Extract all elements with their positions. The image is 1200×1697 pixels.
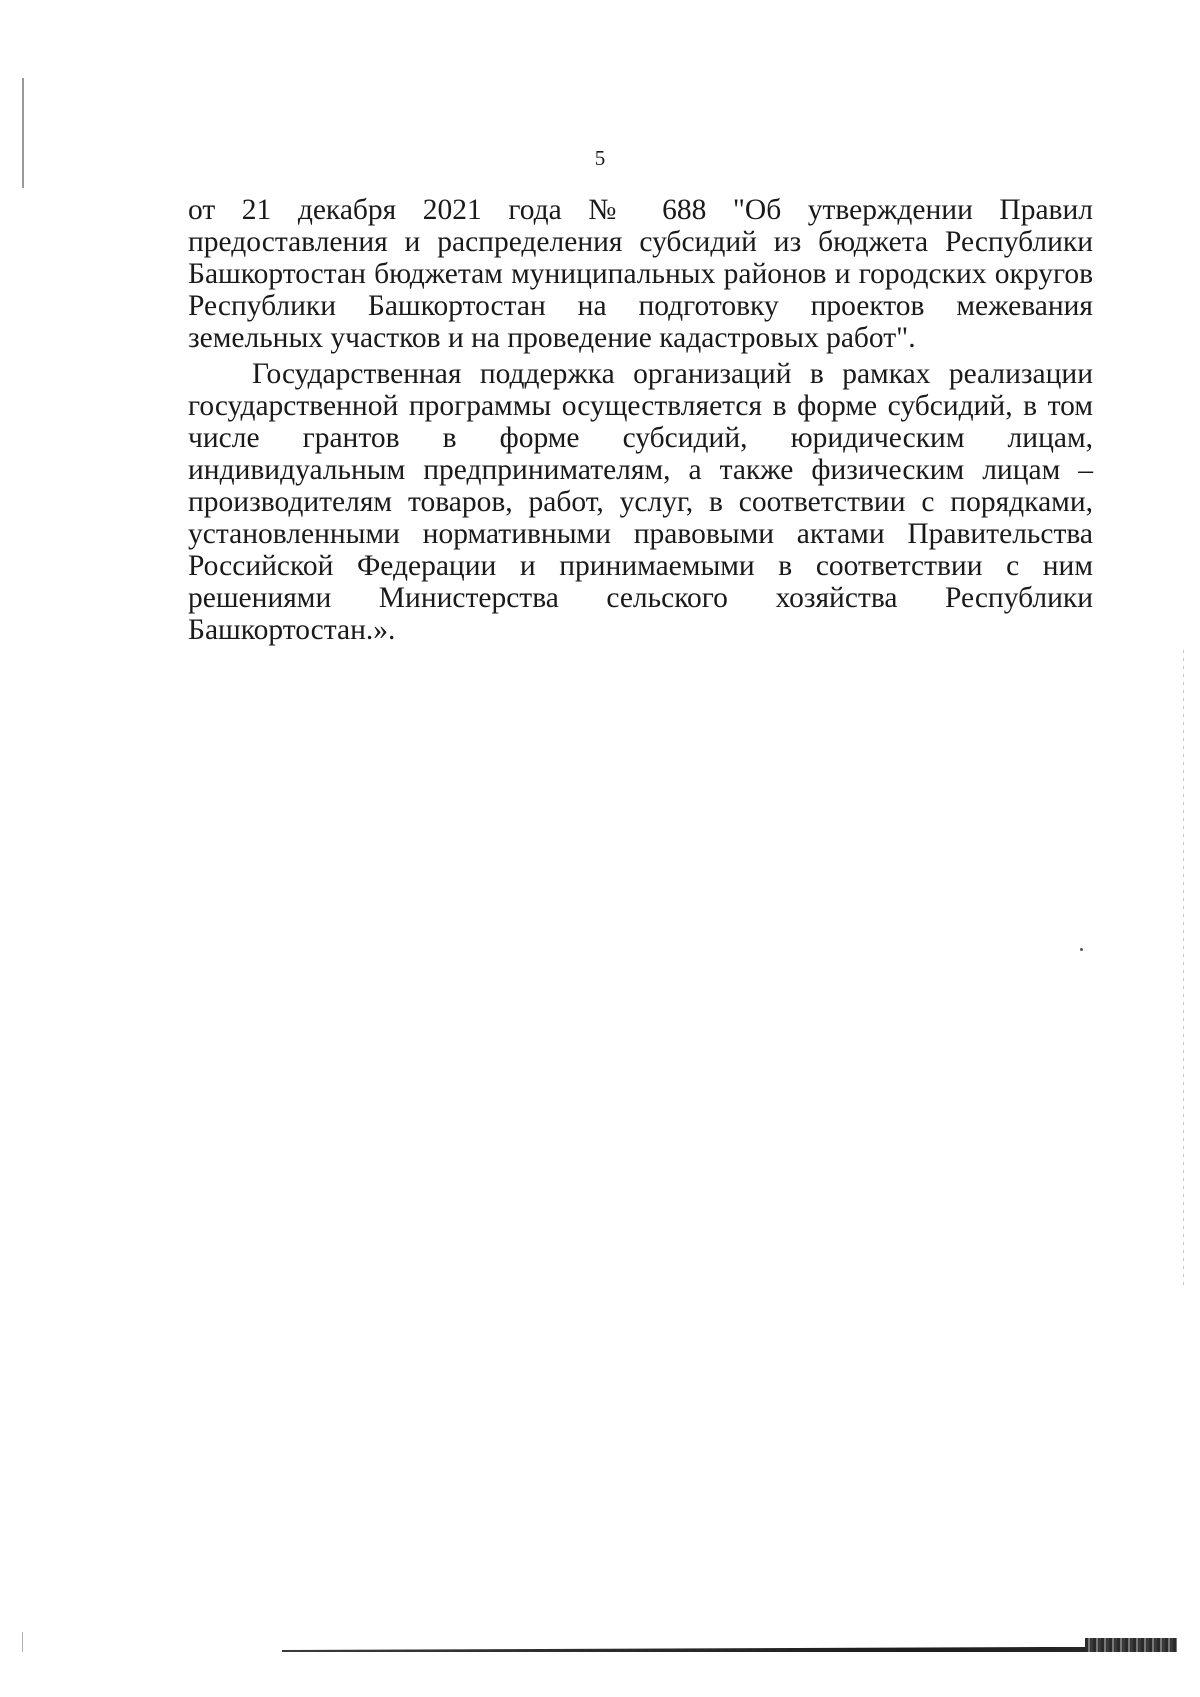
document-body (188, 194, 1093, 646)
scan-edge-artifact (22, 1632, 23, 1652)
scan-edge-artifact (22, 78, 24, 188)
scan-bottom-edge (282, 1647, 1177, 1652)
page-number: 5 (594, 146, 606, 170)
paragraph: от 21 декабря 2021 года № 688 "Об утверждении Правил предоставления и распределения субсидий из бюджета Республики Башкортостан бюджетам муниципальных районов и городских округов Республики Башкортостан на подготовку проектов межевания земельных участков и на проведение кадастровых работ". (188, 194, 1093, 354)
scan-edge-artifact (1183, 650, 1184, 1290)
scan-speck (1080, 948, 1083, 951)
paragraph: Государственная поддержка организаций в рамках реализации государственной программы осуществляется в форме субсидий, в том числе грантов в форме субсидий, юридическим лицам, индивидуальным предпринимателям, а также физическим лицам – производителям товаров, работ, услуг, в соответствии с порядками, установленными нормативными правовыми актами Правительства Российской Федерации и принимаемыми в соответствии с ним решениями Министерства сельского хозяйства Республики Башкортостан.». (188, 358, 1093, 646)
scan-bottom-edge (1085, 1638, 1177, 1652)
